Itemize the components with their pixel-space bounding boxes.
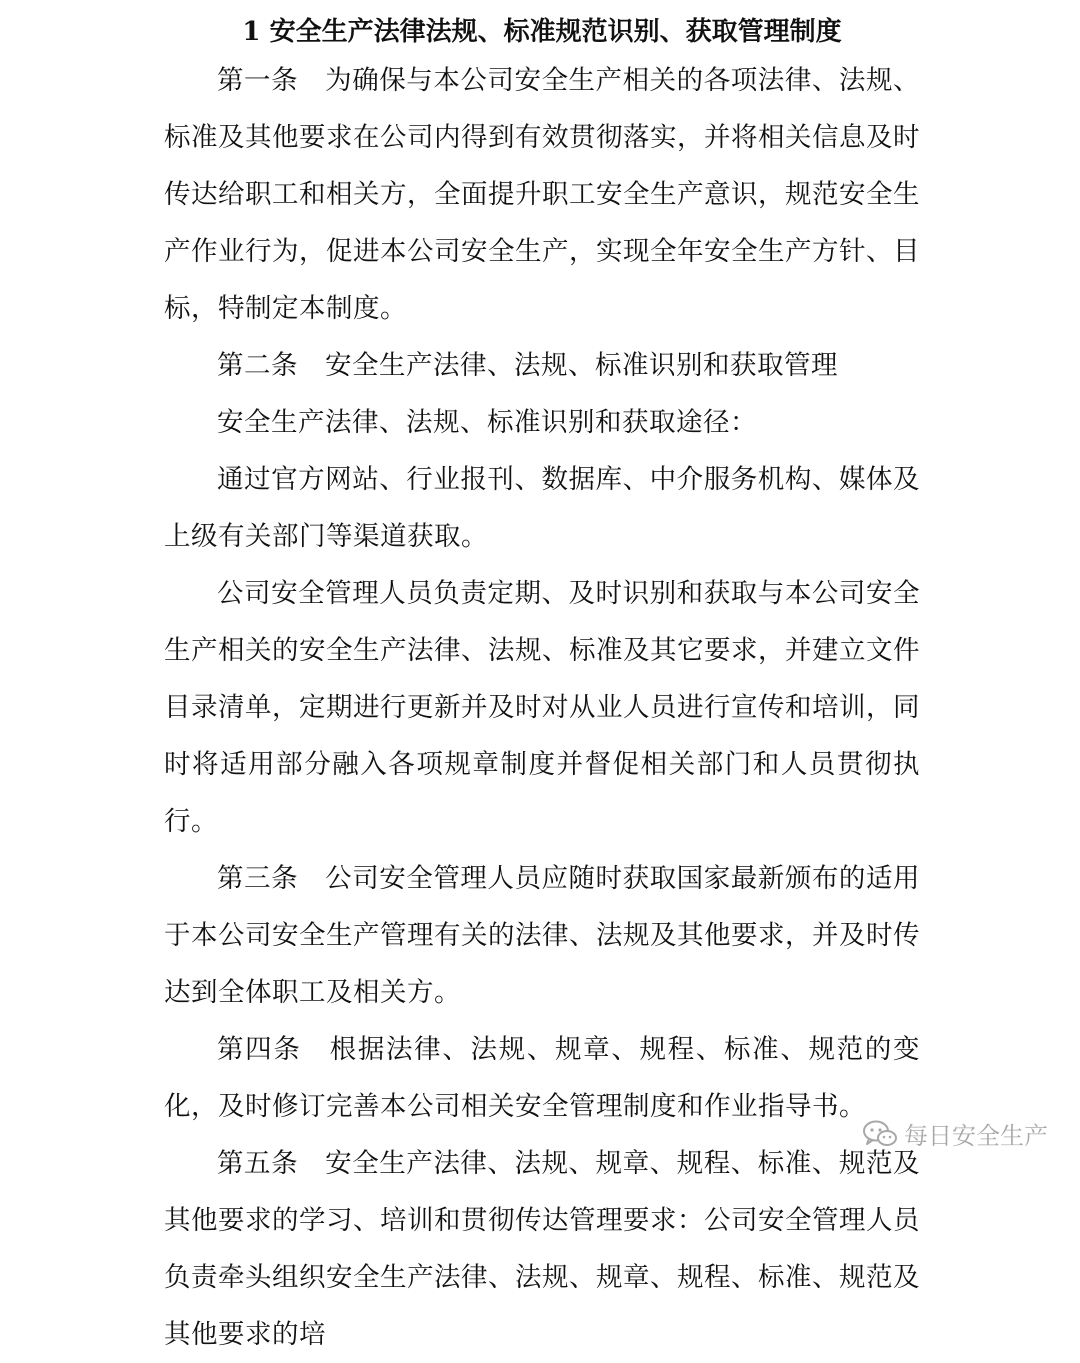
acquisition-channels-paragraph: 通过官方网站、行业报刊、数据库、中介服务机构、媒体及上级有关部门等渠道获取。 (164, 464, 920, 552)
article-2-paragraph: 第二条 安全生产法律、法规、标准识别和获取管理 (217, 350, 838, 381)
article-5-paragraph: 第五条 安全生产法律、法规、规章、规程、标准、规范及其他要求的学习、培训和贯彻传达管理要求：公司安全管理人员负责牵头组织安全生产法律、法规、规章、规程、标准、规范及其他要求的培 (164, 1148, 920, 1350)
document-page (164, 0, 920, 1363)
watermark (862, 1116, 1048, 1151)
watermark-text: 每日安全生产 (904, 1122, 1048, 1150)
responsibility-paragraph: 公司安全管理人员负责定期、及时识别和获取与本公司安全生产相关的安全生产法律、法规、标准及其它要求，并建立文件目录清单，定期进行更新并及时对从业人员进行宣传和培训，同时将适用部分融入各项规章制度并督促相关部门和人员贯彻执行。 (164, 578, 920, 837)
wechat-icon (862, 1119, 898, 1149)
document-title: 1 安全生产法律法规、标准规范识别、获取管理制度 (242, 17, 842, 47)
article-3-paragraph: 第三条 公司安全管理人员应随时获取国家最新颁布的适用于本公司安全生产管理有关的法律、法规及其他要求，并及时传达到全体职工及相关方。 (164, 863, 920, 1008)
article-4-paragraph: 第四条 根据法律、法规、规章、规程、标准、规范的变化，及时修订完善本公司相关安全管理制度和作业指导书。 (164, 1034, 920, 1122)
article-1-paragraph: 第一条 为确保与本公司安全生产相关的各项法律、法规、标准及其他要求在公司内得到有效贯彻落实，并将相关信息及时传达给职工和相关方，全面提升职工安全生产意识，规范安全生产作业行为，促进本公司安全生产，实现全年安全生产方针、目标，特制定本制度。 (164, 65, 920, 324)
acquisition-channels-heading: 安全生产法律、法规、标准识别和获取途径： (217, 407, 757, 438)
